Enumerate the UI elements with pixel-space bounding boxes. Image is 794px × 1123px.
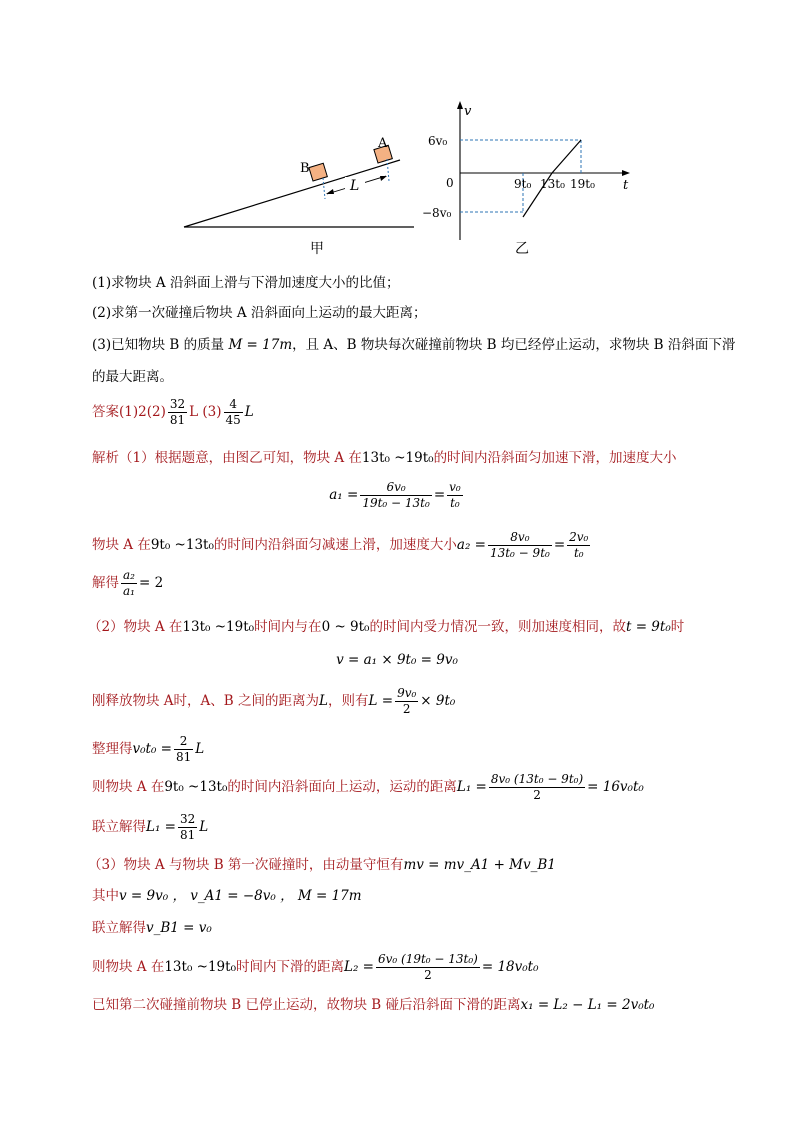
sol-8-l: L [199,819,209,835]
sol-line-9 [88,855,556,875]
sol-5-frac [395,686,418,717]
block-b [309,163,327,181]
sol-12-num: 6v₀ (19t₀ − 13t₀) [377,952,478,966]
eq-v: v = a₁ × 9t₀ = 9v₀ [336,652,458,668]
sol-line-11 [92,918,212,938]
sol-line-10 [92,886,362,906]
sol-12-frac [376,952,480,983]
answer-line [92,397,254,428]
sol-line-5 [92,684,455,718]
caption-yi: 乙 [515,241,529,257]
eq-a2-frac-1 [488,530,552,561]
incline-figure [180,125,420,260]
y-tick-6v0: 6v₀ [428,134,448,148]
q3-text-b: ，且 A、B 物块每次碰撞前物块 B 均已经停止运动，求物块 B 沿斜面下滑 [292,337,736,353]
sol-10-text-a: 其中 [92,888,119,904]
sol-5-eq-rhs: × 9t₀ [420,693,456,709]
eq-a2-num: 8v₀ [488,530,552,546]
sol-7-lhs: L₁ = [456,779,487,795]
x-tick-13t0: 13t₀ [540,177,565,191]
eq-a1 [0,478,794,512]
eq-a2-eq: = [553,537,566,553]
sol-8-lhs: L₁ = [146,819,176,835]
axis-label-v: v [464,104,472,119]
sol-4-t: t = 9t₀ [625,619,671,635]
t-axis-arrow [622,170,630,176]
sol-7-num: 8v₀ (13t₀ − 9t₀) [490,772,584,786]
sol-12-den: 2 [424,968,432,982]
axis-label-t: t [623,178,629,193]
sol-12-lhs: L₂ = [343,959,374,975]
question-1: (1)求物块 A 沿斜面上滑与下滑加速度大小的比值； [92,275,400,291]
marker-a-dashed [387,159,389,181]
sol-11-eq: v_B1 = v₀ [146,920,212,936]
question-3-line2: 的最大距离。 [92,369,173,385]
origin-label: 0 [446,176,454,190]
sol-5-num: 9v₀ [397,686,417,700]
sol-3-num: a₂ [123,568,135,582]
label-a: A [378,136,388,151]
sol-7-rhs: = 16v₀t₀ [587,779,644,795]
sol-1-range: 13t₀ ~19t₀ [361,450,434,466]
sol-line-6 [92,732,204,766]
sol-4-text-b: 时间内与在 [254,619,322,635]
sol-12-text-b: 时间内下滑的距离 [235,959,344,975]
sol-line-1 [92,448,677,468]
sol-8-frac [178,812,197,843]
sol-10-eq: v = 9v₀ ， v_A1 = −8v₀ ， M = 17m [119,888,362,904]
sol-4-range-1: 13t₀ ~19t₀ [182,619,255,635]
eq-a1-frac-1 [360,480,432,511]
sol-3-den: a₁ [123,584,135,598]
vt-graph [420,95,640,265]
sol-8-text-a: 联立解得 [92,819,146,835]
sol-12-text-a: 则物块 A 在 [92,959,165,975]
sol-12-range: 13t₀ ~19t₀ [164,959,236,975]
eq-a1-den: 19t₀ − 13t₀ [362,496,430,510]
sol-5-l: L [319,693,328,709]
sol-line-8 [92,810,208,844]
sol-1-text-b: 的时间内沿斜面匀加速下滑，加速度大小 [433,450,677,466]
sol-3-frac [121,568,137,599]
sol-3-text-a: 解得 [92,575,119,591]
eq-a1-frac-2 [447,480,463,511]
sol-7-den: 2 [533,788,541,802]
caption-jia: 甲 [310,241,324,257]
eq-a1-lhs: a₁ = [329,487,359,503]
sol-13-text-a: 已知第二次碰撞前物块 B 已停止运动，故物块 B 碰后沿斜面下滑的距离 [92,997,521,1013]
sol-7-text-a: 则物块 A 在 [92,779,165,795]
eq-a2-frac-2 [567,530,590,561]
answer-frac-2-den: 45 [225,413,241,427]
arrow-head-right [380,176,387,181]
eq-a1-num2: v₀ [449,480,461,494]
sol-4-text-a: （2）物块 A 在 [88,619,183,635]
sol-line-13 [92,995,654,1015]
incline-slope-line [184,160,400,227]
sol-8-num: 32 [179,812,196,826]
q3-mass: M = 17m [228,337,293,353]
sol-4-text-c: 的时间内受力情况一致，则加速度相同，故 [369,619,626,635]
eq-a1-num: 6v₀ [360,480,432,496]
sol-5-text-b: ，则有 [327,693,369,709]
q3-text-a: (3)已知物块 B 的质量 [92,337,225,353]
eq-a2-num2: 2v₀ [569,530,589,544]
sol-4-range-2: 0 ~ 9t₀ [321,619,370,635]
sol-11-text-a: 联立解得 [92,920,146,936]
sol-line-4 [88,617,684,637]
sol-1-text-a: 解析（1）根据题意，由图乙可知，物块 A 在 [92,450,362,466]
eq-a1-den2: t₀ [450,496,460,510]
sol-7-range: 9t₀ ~13t₀ [164,779,228,795]
sol-2-range: 9t₀ ~13t₀ [150,537,214,553]
eq-a2-den: 13t₀ − 9t₀ [489,546,550,560]
sol-8-den: 81 [179,828,196,842]
sol-5-eq-lhs: L = [368,693,394,709]
answer-frac-2 [224,397,243,428]
sol-6-lhs: v₀t₀ = [132,741,172,757]
label-l: L [350,178,360,194]
sol-line-12 [92,950,539,984]
answer-part3: L (3) [189,404,222,420]
sol-9-eq: mv = mv_A1 + Mv_B1 [403,857,556,873]
sol-7-frac [489,772,585,803]
answer-label: 答案(1)2(2) [92,404,166,420]
answer-frac-2-num: 4 [224,397,243,413]
answer-frac-1 [168,397,187,428]
sol-line-7 [92,770,644,804]
sol-5-text-a: 刚释放物块 A时，A、B 之间的距离为 [92,693,320,709]
arrow-head-left [326,189,334,194]
marker-b-dashed [323,178,325,199]
sol-line-2 [92,528,592,562]
sol-6-frac [174,734,193,765]
eq-a2-den2: t₀ [573,546,584,560]
answer-frac-1-num: 32 [169,397,186,411]
eq-a2-lhs: a₂ = [456,537,486,553]
sol-6-den: 81 [175,750,192,764]
question-2: (2)求第一次碰撞后物块 A 沿斜面向上运动的最大距离； [92,305,427,321]
question-3-line1 [92,335,735,355]
sol-9-text-a: （3）物块 A 与物块 B 第一次碰撞时，由动量守恒有 [88,857,404,873]
answer-tail: L [244,404,254,420]
sol-2-text-a: 物块 A 在 [92,537,151,553]
sol-line-3 [92,566,163,600]
sol-4-text-d: 时 [670,619,685,635]
sol-6-text-a: 整理得 [92,741,133,757]
sol-13-eq: x₁ = L₂ − L₁ = 2v₀t₀ [520,997,655,1013]
label-b: B [300,161,310,176]
sol-7-text-b: 的时间内沿斜面向上运动，运动的距离 [227,779,457,795]
x-tick-9t0: 9t₀ [514,177,532,191]
v-axis-arrow [457,101,463,109]
x-tick-19t0: 19t₀ [570,177,595,191]
sol-12-rhs: = 18v₀t₀ [481,959,539,975]
answer-frac-1-den: 81 [169,413,186,427]
eq-a1-eq: = [433,487,446,503]
sol-3-text-b: = 2 [138,575,164,591]
sol-6-l: L [195,741,205,757]
sol-6-num: 2 [174,734,193,750]
sol-2-text-b: 的时间内沿斜面匀减速上滑，加速度大小 [213,537,457,553]
sol-5-den: 2 [402,702,411,716]
y-tick-minus8v0: −8v₀ [422,206,452,220]
